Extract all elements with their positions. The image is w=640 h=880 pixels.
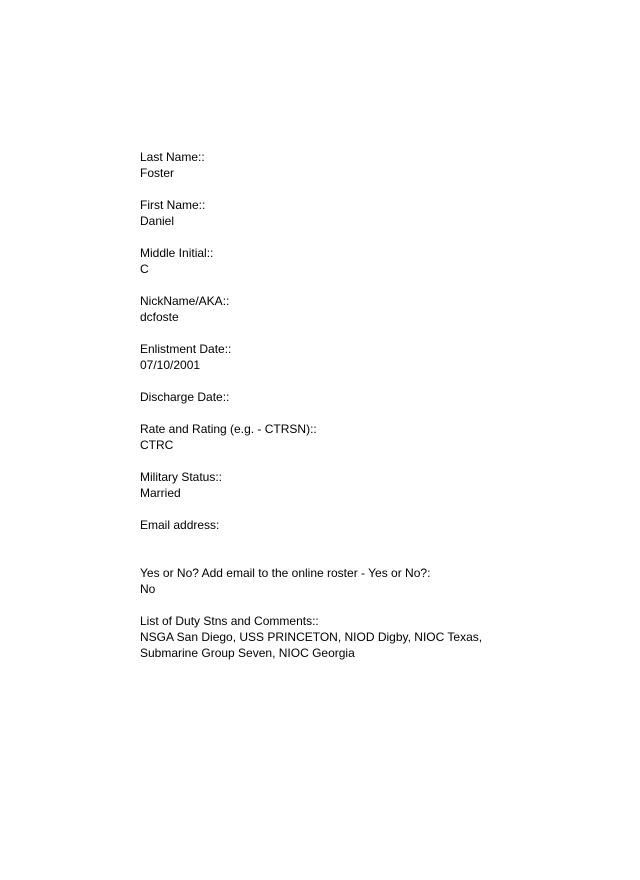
field-nickname bbox=[140, 293, 520, 325]
field-last-name bbox=[140, 149, 520, 181]
field-label: NickName/AKA:: bbox=[140, 294, 230, 308]
field-label: Middle Initial:: bbox=[140, 246, 214, 260]
field-label: Email address: bbox=[140, 518, 220, 532]
field-value: dcfoste bbox=[140, 310, 179, 324]
field-rate-rating bbox=[140, 421, 520, 453]
field-online-roster bbox=[140, 565, 520, 597]
field-value: Married bbox=[140, 486, 181, 500]
field-middle-initial bbox=[140, 245, 520, 277]
field-value: Foster bbox=[140, 166, 175, 180]
field-value: Daniel bbox=[140, 214, 175, 228]
field-label: Military Status:: bbox=[140, 470, 223, 484]
field-duty-stations bbox=[140, 613, 520, 661]
field-military-status bbox=[140, 469, 520, 501]
field-enlistment-date bbox=[140, 341, 520, 373]
field-value: CTRC bbox=[140, 438, 174, 452]
field-value: C bbox=[140, 262, 149, 276]
field-label: Rate and Rating (e.g. - CTRSN):: bbox=[140, 422, 317, 436]
field-label: List of Duty Stns and Comments:: bbox=[140, 614, 319, 628]
field-label: First Name:: bbox=[140, 198, 206, 212]
field-value-line: NSGA San Diego, USS PRINCETON, NIOD Digby, NIOC Texas, bbox=[140, 630, 483, 644]
field-label: Yes or No? Add email to the online roster - Yes or No?: bbox=[140, 566, 431, 580]
field-email bbox=[140, 517, 520, 533]
field-value: No bbox=[140, 582, 156, 596]
field-first-name bbox=[140, 197, 520, 229]
field-label: Discharge Date:: bbox=[140, 390, 230, 404]
field-value-line: Submarine Group Seven, NIOC Georgia bbox=[140, 646, 355, 660]
field-label: Enlistment Date:: bbox=[140, 342, 232, 356]
roster-form-document bbox=[140, 149, 520, 661]
field-label: Last Name:: bbox=[140, 150, 205, 164]
field-discharge-date bbox=[140, 389, 520, 405]
field-value: 07/10/2001 bbox=[140, 358, 201, 372]
